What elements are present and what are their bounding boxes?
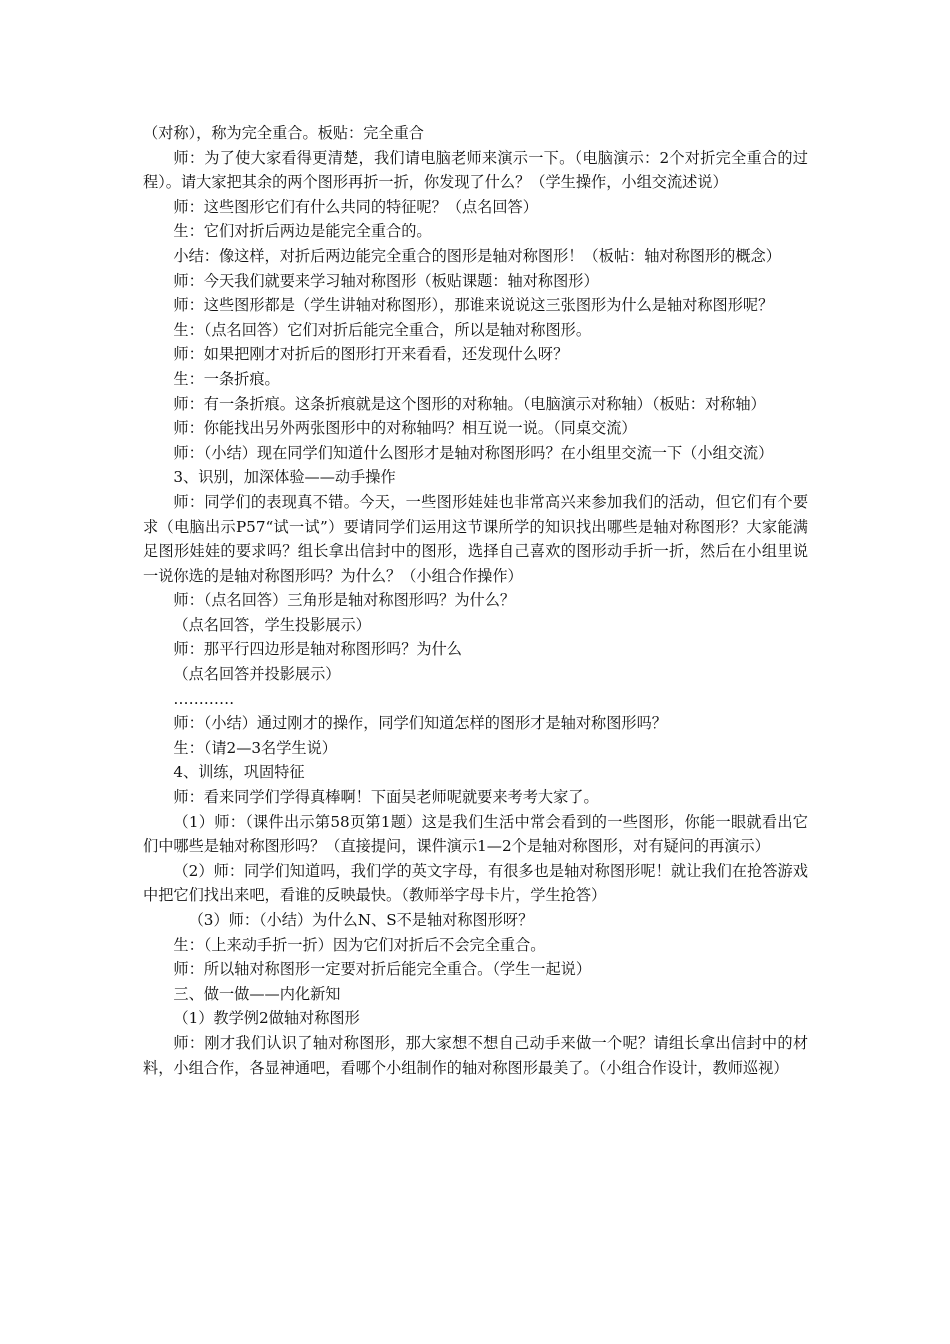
paragraph: （对称），称为完全重合。板贴：完全重合 (143, 124, 424, 142)
paragraph: 师：这些图形都是（学生讲轴对称图形），那谁来说说这三张图形为什么是轴对称图形呢？ (173, 296, 774, 315)
paragraph: 师：你能找出另外两张图形中的对称轴吗？相互说一说。（同桌交流） (173, 419, 637, 438)
paragraph: 生：（上来动手折一折）因为它们对折后不会完全重合。 (173, 935, 546, 954)
document-body (143, 121, 808, 1080)
paragraph: （点名回答，学生投影展示） (173, 615, 371, 634)
paragraph: （1）师：（课件出示第58页第1题）这是我们生活中常会看到的一些图形，你能一眼就看出它们中哪些是轴对称图形吗？（直接提问，课件演示1—2个是轴对称图形，对有疑问的再演示） (143, 812, 808, 856)
paragraph: 师：（小结）通过刚才的操作，同学们知道怎样的图形才是轴对称图形吗？ (173, 714, 667, 733)
paragraph: 生：它们对折后两边是能完全重合的。 (173, 222, 432, 241)
paragraph: 3、识别，加深体验——动手操作 (173, 468, 396, 487)
paragraph: ………… (173, 689, 235, 708)
paragraph: 生：一条折痕。 (173, 369, 280, 388)
paragraph: 师：所以轴对称图形一定要对折后能完全重合。（学生一起说） (173, 960, 592, 979)
paragraph: 三、做一做——内化新知 (173, 984, 341, 1003)
paragraph: （1）教学例2做轴对称图形 (173, 1009, 360, 1028)
paragraph: 师：这些图形它们有什么共同的特征呢？（点名回答） (173, 197, 538, 216)
paragraph: 师：有一条折痕。这条折痕就是这个图形的对称轴。（电脑演示对称轴）（板贴：对称轴） (173, 394, 766, 413)
paragraph: 师：那平行四边形是轴对称图形吗？为什么 (173, 640, 462, 659)
paragraph: 师：（点名回答）三角形是轴对称图形吗？为什么？ (173, 591, 516, 610)
paragraph: 师：刚才我们认识了轴对称图形，那大家想不想自己动手来做一个呢？请组长拿出信封中的材料，小组合作，各显神通吧，看哪个小组制作的轴对称图形最美了。（小组合作设计，教师巡视） (143, 1033, 808, 1077)
paragraph: 师：同学们的表现真不错。今天，一些图形娃娃也非常高兴来参加我们的活动，但它们有个要求（电脑出示P57“试一试”）要请同学们运用这节课所学的知识找出哪些是轴对称图形？大家能满足图形娃娃的要求吗？组长拿出信封中的图形，选择自己喜欢的图形动手折一折，然后在小组里说一说你选的是轴对称图形吗？为什么？（小组合作操作） (143, 492, 808, 585)
paragraph: 4、训练，巩固特征 (173, 763, 305, 782)
paragraph: 生：（请2—3名学生说） (173, 738, 337, 757)
paragraph: 师：如果把刚才对折后的图形打开来看看，还发现什么呀？ (173, 345, 569, 364)
paragraph: （点名回答并投影展示） (173, 665, 341, 684)
paragraph: 小结：像这样，对折后两边能完全重合的图形是轴对称图形！（板帖：轴对称图形的概念） (173, 246, 781, 265)
paragraph: 师：看来同学们学得真棒啊！下面吴老师呢就要来考考大家了。 (173, 788, 599, 807)
paragraph: 师：今天我们就要来学习轴对称图形（板贴课题：轴对称图形） (173, 271, 599, 290)
paragraph: 师：（小结）现在同学们知道什么图形才是轴对称图形吗？在小组里交流一下（小组交流） (173, 443, 774, 462)
paragraph: （2）师：同学们知道吗，我们学的英文字母，有很多也是轴对称图形呢！就让我们在抢答游戏中把它们找出来吧，看谁的反映最快。（教师举字母卡片，学生抢答） (143, 861, 808, 905)
paragraph: 生：（点名回答）它们对折后能完全重合，所以是轴对称图形。 (173, 320, 592, 339)
paragraph: 师：为了使大家看得更清楚，我们请电脑老师来演示一下。（电脑演示：2个对折完全重合的过程）。请大家把其余的两个图形再折一折，你发现了什么？（学生操作，小组交流述说） (143, 148, 808, 192)
paragraph: （3）师：（小结）为什么N、S不是轴对称图形呀？ (188, 911, 534, 929)
